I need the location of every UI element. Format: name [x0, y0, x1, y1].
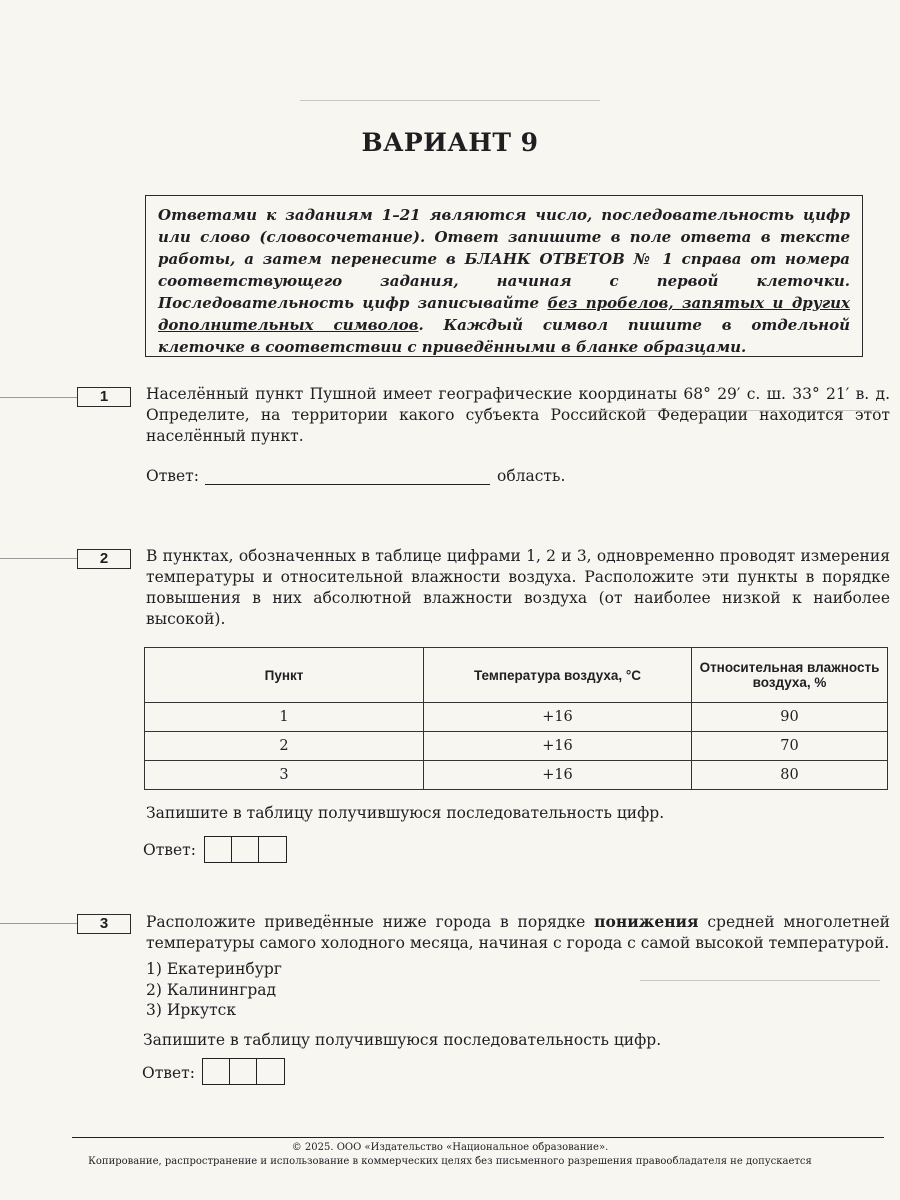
answer-suffix: область.	[497, 467, 566, 485]
task-rule	[0, 923, 78, 924]
task-3-text-bold: понижения	[594, 912, 699, 931]
table-header: Относительная влажность воздуха, %	[692, 648, 888, 703]
table-cell: +16	[424, 703, 692, 732]
table-header-row	[145, 648, 888, 703]
answer-cell[interactable]	[230, 1059, 257, 1084]
instructions-text-end: . Каждый символ пишите в отдельной клеточке в соответствии с приведёнными в бланке образцами.	[158, 316, 850, 356]
table-cell: 2	[145, 732, 424, 761]
footer-notice: Копирование, распространение и использование в коммерческих целях без письменного разрешения правообладателя не допускается	[88, 1156, 812, 1167]
answer-label: Ответ:	[142, 1064, 195, 1082]
task-2-text: В пунктах, обозначенных в таблице цифрами 1, 2 и 3, одновременно проводят измерения температуры и относительной влажности воздуха. Расположите эти пункты в порядке повышения в них абсолютной влажности воздуха (от наиболее низкой к наиболее высокой).	[146, 547, 890, 628]
answer-cell[interactable]	[259, 837, 286, 862]
task-rule	[0, 558, 78, 559]
answer-boxes[interactable]	[204, 836, 287, 863]
footer-divider	[72, 1137, 884, 1138]
answer-field[interactable]	[205, 466, 490, 485]
table-row	[145, 703, 888, 732]
instructions-box	[145, 195, 863, 357]
bleed-through-line	[640, 980, 880, 981]
answer-cell[interactable]	[203, 1059, 230, 1084]
table-row	[145, 732, 888, 761]
table-cell: +16	[424, 732, 692, 761]
instructions-underlined: без пробелов, запятых и других дополнительных символов	[158, 294, 850, 334]
task-number-2: 2	[77, 549, 131, 569]
answer-boxes[interactable]	[202, 1058, 285, 1085]
footer-copyright: © 2025. ООО «Издательство «Национальное образование».	[291, 1142, 609, 1153]
page-title: ВАРИАНТ 9	[361, 128, 539, 157]
answer-cell[interactable]	[205, 837, 232, 862]
answer-label: Ответ:	[143, 841, 196, 859]
task-1-text: Населённый пункт Пушной имеет географические координаты 68° 29′ с. ш. 33° 21′ в. д. Определите, на территории какого субъекта Российской Федерации находится этот населённый пункт.	[146, 385, 890, 445]
table-cell: 1	[145, 703, 424, 732]
task-rule	[0, 397, 78, 398]
task-3-instruction: Запишите в таблицу получившуюся последовательность цифр.	[143, 1031, 662, 1049]
list-item: 3) Иркутск	[146, 1001, 237, 1019]
answer-label: Ответ:	[146, 467, 199, 485]
table-row	[145, 761, 888, 790]
answer-cell[interactable]	[232, 837, 259, 862]
instructions-text: Ответами к заданиям 1–21 являются число, последовательность цифр или слово (словосочетание). Ответ запишите в поле ответа в тексте работы, а затем перенесите в БЛАНК ОТВЕТОВ № 1 справа от номера соответствующего задания, начиная с первой клеточки. Последовательность цифр записывайте	[158, 206, 850, 312]
task-3-text	[146, 911, 890, 954]
table-cell: 90	[692, 703, 888, 732]
task-3-text-end: средней многолетней температуры самого холодного месяца, начиная с города с самой высокой температурой.	[146, 913, 890, 952]
table-header: Температура воздуха, °С	[424, 648, 692, 703]
task-3-text-start: Расположите приведённые ниже города в порядке	[146, 913, 595, 931]
table-cell: 3	[145, 761, 424, 790]
list-item: 2) Калининград	[146, 981, 277, 999]
table-cell: 80	[692, 761, 888, 790]
list-item: 1) Екатеринбург	[146, 960, 282, 978]
data-table	[144, 647, 888, 790]
table-header: Пункт	[145, 648, 424, 703]
task-2-instruction: Запишите в таблицу получившуюся последовательность цифр.	[146, 804, 665, 822]
table-cell: +16	[424, 761, 692, 790]
table-cell: 70	[692, 732, 888, 761]
task-number-1: 1	[77, 387, 131, 407]
task-number-3: 3	[77, 914, 131, 934]
bleed-through-line	[300, 100, 600, 101]
answer-cell[interactable]	[257, 1059, 284, 1084]
